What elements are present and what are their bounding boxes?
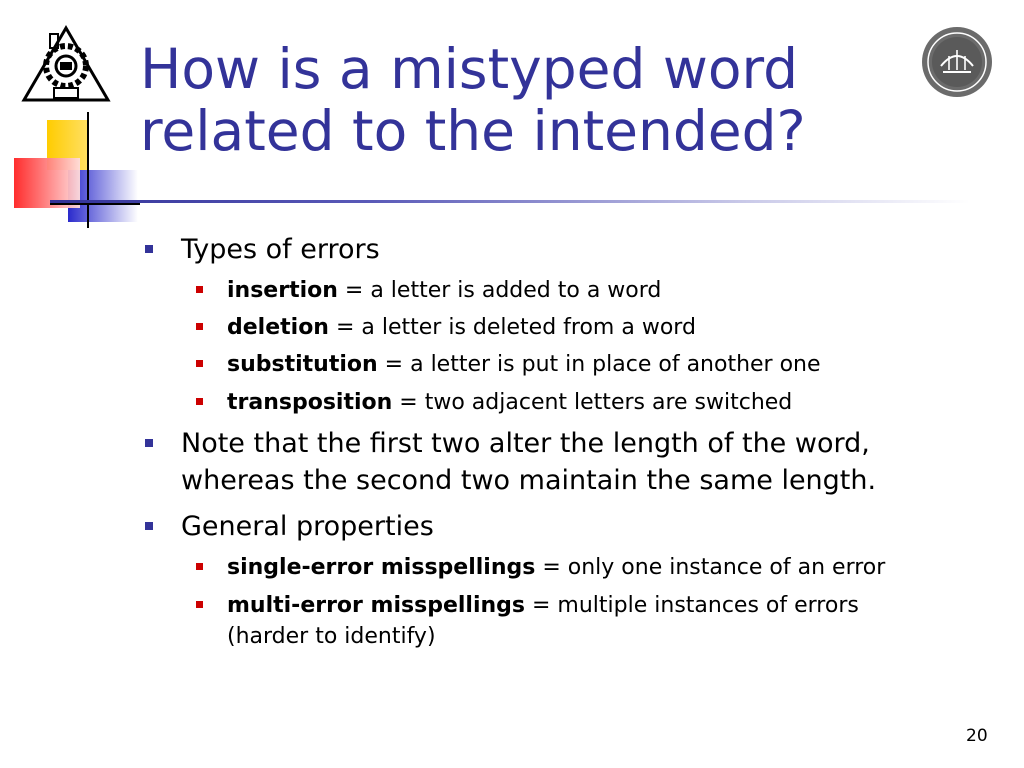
term: transposition [227,390,393,415]
sub-bullet-transposition [227,387,792,418]
sub-bullet-deletion [227,312,696,343]
bullet-text: General properties [181,511,434,542]
term: single-error misspellings [227,555,536,580]
square-bullet-icon [196,563,203,570]
definition: = a letter is put in place of another one [377,352,821,377]
bullet-types-of-errors [181,231,380,268]
square-bullet-icon [145,522,153,530]
definition: = two adjacent letters are switched [392,390,793,415]
definition: = multiple instances of errors [525,593,859,618]
term: insertion [227,278,338,303]
sub-bullet-multi-error [227,590,859,652]
square-bullet-icon [196,286,203,293]
sub-bullet-single-error [227,552,885,583]
sub-bullet-insertion [227,275,661,306]
square-bullet-icon [145,439,153,447]
term: deletion [227,315,329,340]
title-line-1: How is a mistyped word [140,37,799,101]
square-bullet-icon [196,398,203,405]
bullet-general-properties [181,508,434,545]
bullet-text-line-1: Note that the first two alter the length of the word, [181,428,870,459]
square-bullet-icon [145,245,153,253]
bullet-text: Types of errors [181,234,380,265]
definition-line-2: (harder to identify) [227,624,436,649]
sub-bullet-substitution [227,349,821,380]
page-number: 20 [966,726,988,746]
definition: = a letter is added to a word [337,278,662,303]
term: multi-error misspellings [227,593,526,618]
definition: = a letter is deleted from a word [328,315,696,340]
definition: = only one instance of an error [535,555,886,580]
square-bullet-icon [196,360,203,367]
title-line-2: related to the intended? [140,99,806,163]
bullet-text-line-2: whereas the second two maintain the same length. [181,465,877,496]
bullet-note [181,425,876,499]
square-bullet-icon [196,601,203,608]
term: substitution [227,352,378,377]
square-bullet-icon [196,323,203,330]
